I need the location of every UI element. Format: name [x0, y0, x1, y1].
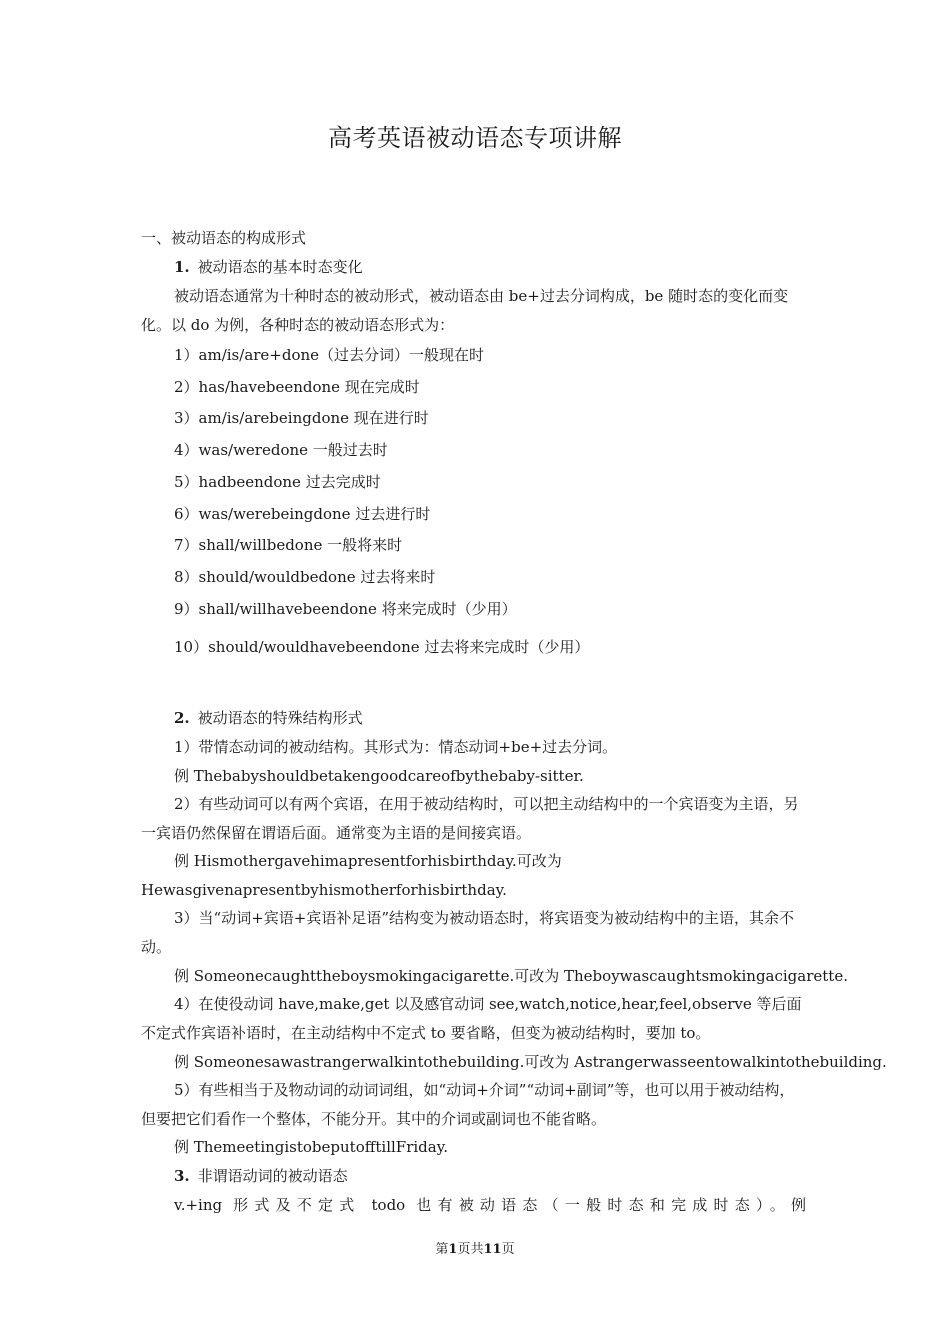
current-page-number: 1 [448, 1242, 458, 1257]
subsection-title: 被动语态的基本时态变化 [197, 258, 363, 276]
tense-item: 1）am/is/are+done（过去分词）一般现在时 [174, 346, 485, 364]
tense-item: 10）should/wouldhavebeendone 过去将来完成时（少用） [174, 638, 590, 656]
tense-item: 4）was/weredone 一般过去时 [174, 441, 388, 459]
footer-middle: 页共 [457, 1242, 484, 1257]
example-sentence-2a: 例 Hismothergavehimapresentforhisbirthday.可改为 [174, 852, 562, 870]
section-heading: 一、被动语态的构成形式 [141, 229, 307, 247]
subsection-number: 2. [174, 709, 190, 727]
footer-suffix: 页 [501, 1242, 515, 1257]
example-sentence-4: 例 Someonesawastrangerwalkintothebuilding.可改为 Astrangerwasseentowalkintothebuilding. [174, 1053, 887, 1071]
tense-item: 8）should/wouldbedone 过去将来时 [174, 568, 436, 586]
example-sentence-3: 例 Someonecaughttheboysmokingacigarette.可改为 Theboywascaughtsmokingacigarette. [174, 967, 848, 985]
tense-item: 7）shall/willbedone 一般将来时 [174, 536, 403, 554]
page-footer [0, 1238, 950, 1257]
subsection-number: 3. [174, 1167, 190, 1185]
tense-item: 2）has/havebeendone 现在完成时 [174, 378, 420, 396]
subsection-heading-1 [174, 257, 363, 277]
structure-paragraph-4: 4）在使役动词 have,make,get 以及感官动词 see,watch,notice,hear,feel,observe 等后面不定式作宾语补语时，在主动结构中不定式 to 要省略，但变为被动结构时，要加 to。 [141, 995, 802, 1042]
tense-item: 6）was/werebeingdone 过去进行时 [174, 505, 431, 523]
intro-paragraph: 被动语态通常为十种时态的被动形式，被动语态由 be+过去分词构成，be 随时态的变化而变化。以 do 为例，各种时态的被动语态形式为： [141, 287, 789, 334]
subsection-number: 1. [174, 258, 190, 276]
tense-item: 5）hadbeendone 过去完成时 [174, 473, 381, 491]
structure-paragraph-6: v.+ing 形式及不定式 todo 也有被动语态（一般时态和完成时态）。例 [174, 1196, 806, 1214]
subsection-title: 被动语态的特殊结构形式 [197, 709, 363, 727]
footer-prefix: 第 [435, 1242, 449, 1257]
example-sentence-5: 例 ThemeetingistobeputofftillFriday. [174, 1138, 448, 1156]
example-sentence-2b: Hewasgivenapresentbyhismotherforhisbirthday. [141, 881, 507, 899]
structure-paragraph-1: 1）带情态动词的被动结构。其形式为：情态动词+be+过去分词。 [174, 738, 618, 756]
tense-item: 3）am/is/arebeingdone 现在进行时 [174, 409, 429, 427]
structure-paragraph-2: 2）有些动词可以有两个宾语，在用于被动结构时，可以把主动结构中的一个宾语变为主语，另一宾语仍然保留在谓语后面。通常变为主语的是间接宾语。 [141, 795, 799, 842]
tense-item: 9）shall/willhavebeendone 将来完成时（少用） [174, 600, 517, 618]
subsection-heading-2 [174, 708, 363, 728]
structure-paragraph-3: 3）当“动词+宾语+宾语补足语”结构变为被动语态时，将宾语变为被动结构中的主语，其余不动。 [141, 909, 795, 956]
subsection-heading-3 [174, 1166, 348, 1186]
subsection-title: 非谓语动词的被动语态 [197, 1167, 348, 1185]
structure-paragraph-5: 5）有些相当于及物动词的动词词组，如“动词+介词”“动词+副词”等，也可以用于被动结构，但要把它们看作一个整体，不能分开。其中的介词或副词也不能省略。 [141, 1081, 795, 1128]
document-title: 高考英语被动语态专项讲解 [328, 124, 622, 152]
total-page-count: 11 [483, 1242, 502, 1257]
example-sentence-1: 例 Thebabyshouldbetakengoodcareofbythebaby-sitter. [174, 767, 584, 785]
